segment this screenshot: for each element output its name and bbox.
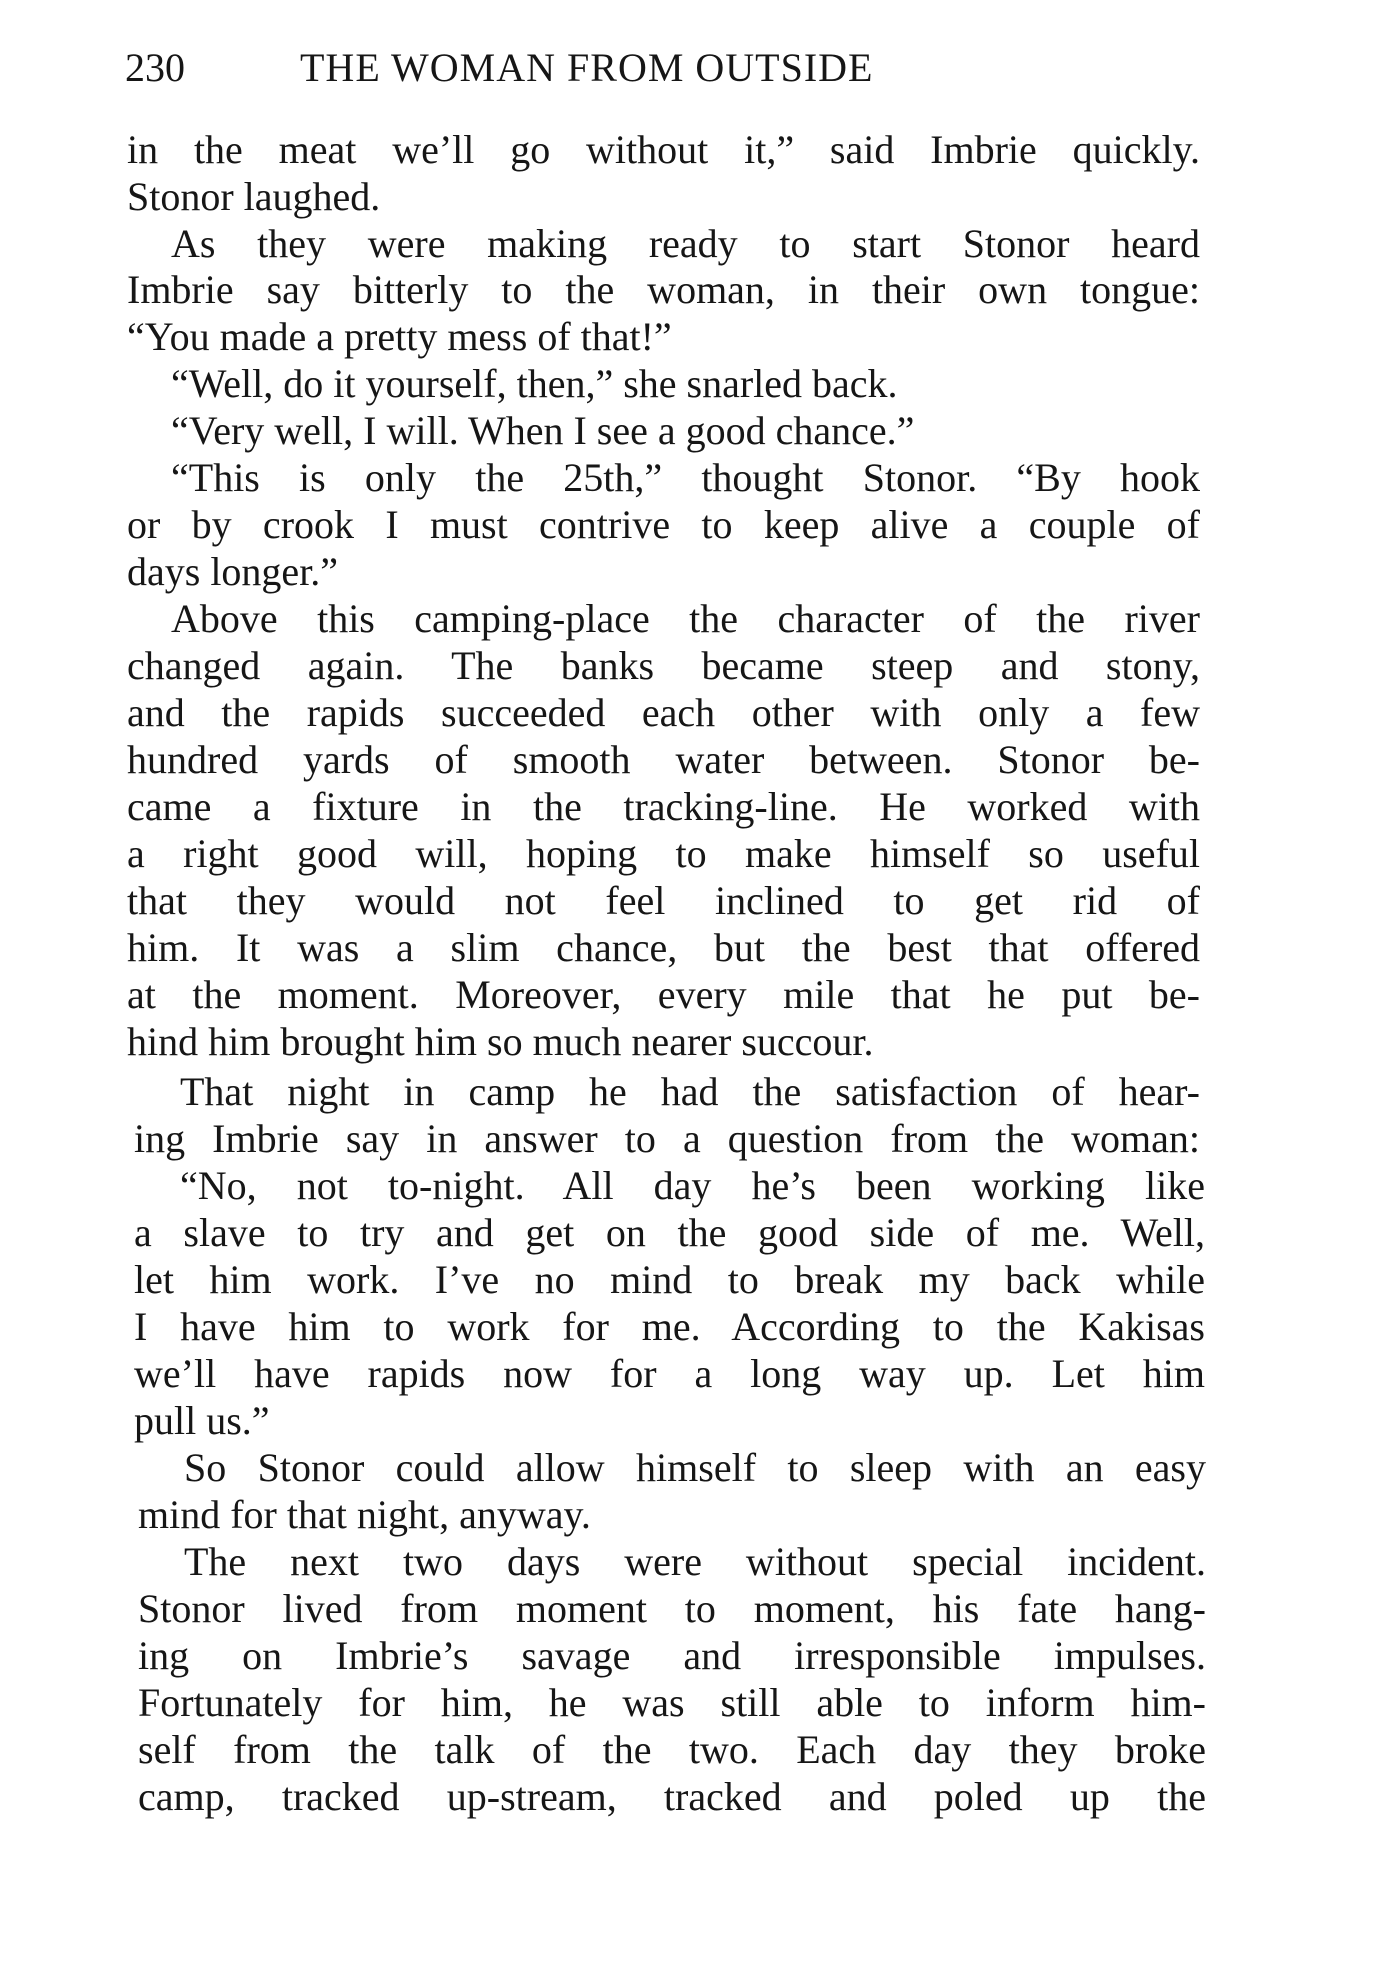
text-line: As they were making ready to start Stonor heard bbox=[171, 221, 1200, 266]
text-line: hundred yards of smooth water between. Stonor be- bbox=[127, 737, 1200, 782]
text-line: pull us.” bbox=[134, 1398, 270, 1443]
text-line: “Well, do it yourself, then,” she snarled back. bbox=[171, 361, 898, 406]
text-line: That night in camp he had the satisfaction of hear- bbox=[180, 1069, 1200, 1114]
page-number: 230 bbox=[125, 45, 185, 90]
text-line: a right good will, hoping to make himself so useful bbox=[127, 831, 1200, 876]
text-line: in the meat we’ll go without it,” said Imbrie quickly. bbox=[127, 127, 1200, 172]
text-line: a slave to try and get on the good side of me. Well, bbox=[134, 1210, 1205, 1255]
text-line: Fortunately for him, he was still able to inform him- bbox=[138, 1680, 1206, 1725]
text-line: and the rapids succeeded each other with only a few bbox=[127, 690, 1200, 735]
text-line: “Very well, I will. When I see a good chance.” bbox=[171, 408, 915, 453]
text-line: changed again. The banks became steep and stony, bbox=[127, 643, 1200, 688]
text-line: him. It was a slim chance, but the best that offered bbox=[127, 925, 1200, 970]
text-line: I have him to work for me. According to the Kakisas bbox=[134, 1304, 1205, 1349]
text-line: or by crook I must contrive to keep alive a couple of bbox=[127, 502, 1200, 547]
text-line: we’ll have rapids now for a long way up. Let him bbox=[134, 1351, 1205, 1396]
text-line: Above this camping-place the character of the river bbox=[171, 596, 1200, 641]
text-line: days longer.” bbox=[127, 549, 339, 594]
text-line: came a fixture in the tracking-line. He worked with bbox=[127, 784, 1200, 829]
text-line: self from the talk of the two. Each day they broke bbox=[138, 1727, 1206, 1772]
text-line: “This is only the 25th,” thought Stonor. “By hook bbox=[171, 455, 1200, 500]
text-line: So Stonor could allow himself to sleep with an easy bbox=[184, 1445, 1206, 1490]
text-line: mind for that night, anyway. bbox=[138, 1492, 591, 1537]
text-line: ing on Imbrie’s savage and irresponsible impulses. bbox=[138, 1633, 1206, 1678]
text-line: Imbrie say bitterly to the woman, in their own tongue: bbox=[127, 267, 1200, 312]
text-line: Stonor laughed. bbox=[127, 174, 381, 219]
text-line: The next two days were without special incident. bbox=[184, 1539, 1206, 1584]
text-line: at the moment. Moreover, every mile that he put be- bbox=[127, 972, 1200, 1017]
running-head bbox=[125, 36, 1225, 100]
text-line: that they would not feel inclined to get rid of bbox=[127, 878, 1200, 923]
text-line: hind him brought him so much nearer succour. bbox=[127, 1019, 874, 1064]
text-line: camp, tracked up-stream, tracked and poled up the bbox=[138, 1774, 1206, 1819]
text-line: Stonor lived from moment to moment, his fate hang- bbox=[138, 1586, 1206, 1631]
text-line: let him work. I’ve no mind to break my back while bbox=[134, 1257, 1205, 1302]
text-line: “No, not to-night. All day he’s been working like bbox=[180, 1163, 1205, 1208]
text-line: “You made a pretty mess of that!” bbox=[127, 314, 672, 359]
text-line: ing Imbrie say in answer to a question from the woman: bbox=[134, 1116, 1200, 1161]
running-title: THE WOMAN FROM OUTSIDE bbox=[300, 45, 874, 90]
